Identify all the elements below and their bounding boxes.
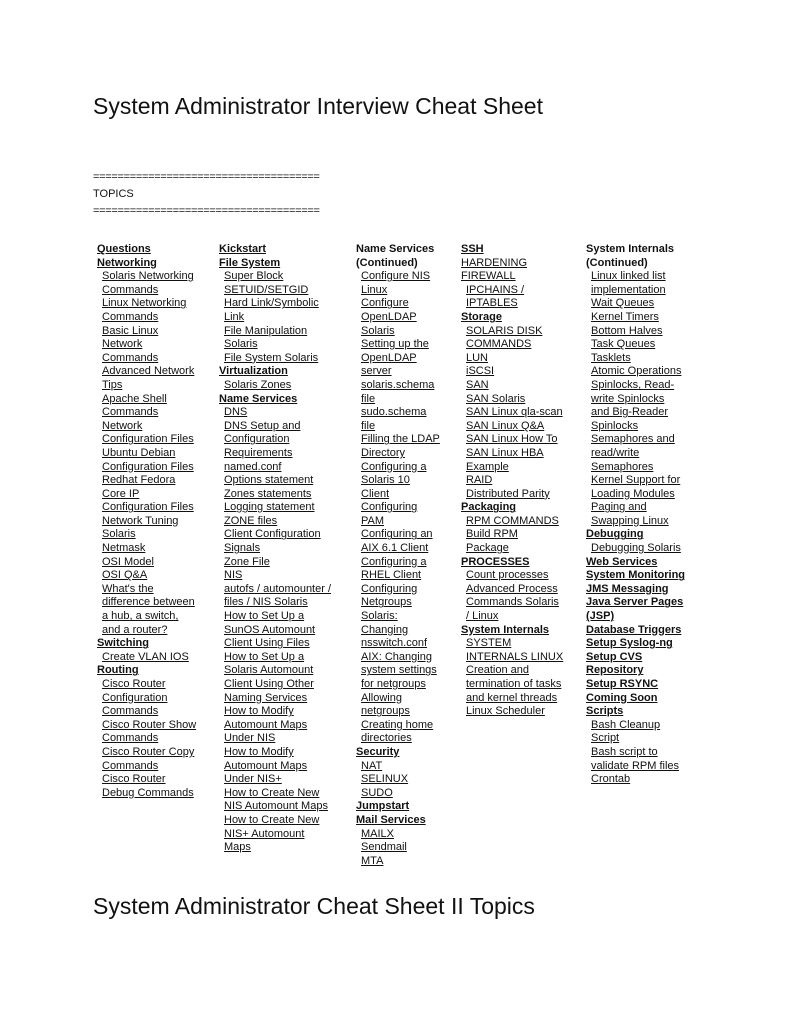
topic-link[interactable]: Netgroups bbox=[361, 596, 412, 609]
topic-link[interactable]: Configuration Files bbox=[102, 433, 194, 446]
topic-link[interactable]: Link bbox=[224, 310, 245, 323]
section-title: System Administrator Cheat Sheet II Topics bbox=[93, 893, 535, 919]
topic-link[interactable]: termination of tasks bbox=[466, 678, 562, 690]
topic-link[interactable]: Configure NIS bbox=[361, 270, 431, 283]
section-heading[interactable]: Scripts bbox=[586, 705, 624, 718]
topic-link[interactable]: MTA bbox=[361, 854, 384, 867]
section-heading[interactable]: PROCESSES bbox=[461, 555, 530, 568]
topics-column-2 bbox=[219, 243, 331, 855]
topic-link[interactable]: Client Using Other bbox=[224, 678, 314, 690]
topic-link[interactable]: Build RPM bbox=[466, 528, 518, 541]
section-heading[interactable]: Networking bbox=[97, 256, 157, 269]
topic-link[interactable]: How to Create New bbox=[224, 813, 320, 826]
topic-link[interactable]: validate RPM files bbox=[591, 759, 680, 772]
section-heading[interactable]: Jumpstart bbox=[356, 800, 410, 813]
section-heading[interactable]: Coming Soon bbox=[586, 691, 658, 704]
topic-link[interactable]: Solaris 10 bbox=[361, 474, 410, 487]
topic-link[interactable]: DNS Setup and bbox=[224, 419, 301, 432]
topic-link[interactable]: Example bbox=[466, 460, 509, 473]
topic-link[interactable]: NAT bbox=[361, 759, 383, 772]
topic-link[interactable]: ZONE files bbox=[224, 514, 278, 527]
topic-link[interactable]: named.conf bbox=[224, 460, 282, 473]
topic-link[interactable]: OSI Model bbox=[102, 555, 154, 568]
topic-link[interactable]: and a router? bbox=[102, 623, 168, 636]
topic-link[interactable]: netgroups bbox=[361, 705, 410, 718]
section-heading: System Internals bbox=[586, 243, 675, 255]
topic-link[interactable]: SAN Linux Q&A bbox=[466, 419, 545, 432]
topic-link[interactable]: Kernel Timers bbox=[591, 310, 659, 323]
section-heading[interactable]: Switching bbox=[97, 637, 149, 650]
topic-link[interactable]: Configuring bbox=[361, 582, 418, 595]
section-heading: (Continued) bbox=[356, 256, 418, 269]
topic-link[interactable]: SAN Linux HBA bbox=[466, 446, 544, 459]
topic-link[interactable]: Logging statement bbox=[224, 501, 315, 514]
topic-link[interactable]: Network bbox=[102, 419, 143, 432]
topic-link[interactable]: Loading Modules bbox=[591, 487, 675, 500]
topic-link[interactable]: How to Set Up a bbox=[224, 610, 305, 623]
section-heading[interactable]: File System bbox=[219, 256, 281, 269]
section-heading[interactable]: Setup CVS bbox=[586, 650, 643, 663]
topic-link[interactable]: Cisco Router bbox=[102, 773, 166, 786]
topic-link[interactable]: Commands bbox=[102, 732, 159, 745]
section-heading[interactable]: Routing bbox=[97, 664, 139, 677]
topic-link[interactable]: Under NIS bbox=[224, 732, 276, 745]
topic-link[interactable]: Apache Shell bbox=[102, 392, 167, 405]
topic-link[interactable]: Basic Linux bbox=[102, 324, 159, 337]
topic-link[interactable]: Commands bbox=[102, 759, 159, 772]
topic-link[interactable]: Allowing bbox=[361, 691, 402, 704]
topic-link[interactable]: LUN bbox=[466, 351, 489, 364]
topic-link[interactable]: Advanced Process bbox=[466, 582, 558, 595]
topic-link[interactable]: Spinlocks bbox=[591, 419, 639, 432]
topic-link[interactable]: Solaris Networking bbox=[102, 270, 194, 283]
topic-link[interactable]: File Manipulation bbox=[224, 324, 308, 337]
topic-link[interactable]: Maps bbox=[224, 841, 251, 854]
topic-link[interactable]: Requirements bbox=[224, 446, 293, 459]
topic-link[interactable]: OpenLDAP bbox=[361, 310, 417, 323]
topic-link[interactable]: How to Modify bbox=[224, 705, 294, 718]
topic-link[interactable]: Solaris: bbox=[361, 610, 398, 623]
topic-link[interactable]: Linux Networking bbox=[102, 297, 187, 310]
topic-link[interactable]: system settings bbox=[361, 664, 437, 677]
topic-link[interactable]: Solaris bbox=[361, 324, 395, 337]
topic-link[interactable]: RPM COMMANDS bbox=[466, 514, 559, 527]
page-title: System Administrator Interview Cheat Sheet bbox=[93, 93, 543, 119]
topic-link[interactable]: Configuration Files bbox=[102, 501, 194, 514]
topic-link[interactable]: RHEL Client bbox=[361, 569, 422, 582]
topic-link[interactable]: SETUID/SETGID bbox=[224, 283, 309, 296]
topic-link[interactable]: file bbox=[361, 392, 376, 405]
topic-link[interactable]: Spinlocks, Read- bbox=[591, 378, 675, 391]
topic-link[interactable]: files / NIS Solaris bbox=[224, 596, 308, 609]
topic-link[interactable]: iSCSI bbox=[466, 365, 495, 378]
topic-link[interactable]: Semaphores bbox=[591, 460, 654, 473]
topics-column-1 bbox=[97, 243, 196, 800]
topic-link[interactable]: Semaphores and bbox=[591, 433, 675, 446]
topic-link[interactable]: Client Configuration bbox=[224, 528, 321, 541]
section-heading: (Continued) bbox=[586, 256, 648, 269]
topic-link[interactable]: nsswitch.conf bbox=[361, 637, 428, 650]
topic-link[interactable]: Task Queues bbox=[591, 338, 656, 351]
section-heading[interactable]: Mail Services bbox=[356, 813, 426, 826]
section-heading[interactable]: Security bbox=[356, 745, 400, 758]
topic-link[interactable]: Directory bbox=[361, 446, 406, 459]
section-heading[interactable]: Repository bbox=[586, 664, 644, 677]
section-heading[interactable]: Questions bbox=[97, 243, 151, 255]
topic-link[interactable]: Linux bbox=[361, 283, 388, 296]
section-heading[interactable]: (JSP) bbox=[586, 610, 615, 623]
section-heading[interactable]: Web Services bbox=[586, 555, 658, 568]
topic-link[interactable]: How to Create New bbox=[224, 786, 320, 799]
topic-link[interactable]: File System Solaris bbox=[224, 351, 319, 364]
topic-link[interactable]: SOLARIS DISK bbox=[466, 324, 543, 337]
topic-link[interactable]: Commands bbox=[102, 705, 159, 718]
topic-link[interactable]: Commands bbox=[102, 310, 159, 323]
section-heading[interactable]: Debugging bbox=[586, 528, 644, 541]
topic-link[interactable]: IPCHAINS / bbox=[466, 283, 525, 296]
topic-link[interactable]: Automount Maps bbox=[224, 759, 308, 772]
separator-rule-bottom: ===================================== bbox=[93, 205, 320, 217]
topics-column-5 bbox=[586, 243, 685, 787]
topic-link[interactable]: Automount Maps bbox=[224, 718, 308, 731]
topic-link[interactable]: Configuring a bbox=[361, 555, 427, 568]
topic-link[interactable]: Commands bbox=[102, 351, 159, 364]
topic-link[interactable]: Paging and bbox=[591, 501, 647, 514]
topic-link[interactable]: Count processes bbox=[466, 569, 549, 582]
topic-link[interactable]: Configuring a bbox=[361, 460, 427, 473]
topic-link[interactable]: Creation and bbox=[466, 664, 529, 677]
topic-link[interactable]: autofs / automounter / bbox=[224, 582, 332, 595]
topic-link[interactable]: SAN Linux qla-scan bbox=[466, 406, 563, 419]
topic-link[interactable]: Changing bbox=[361, 623, 409, 636]
topic-link[interactable]: Cisco Router Copy bbox=[102, 745, 195, 758]
section-heading[interactable]: Setup RSYNC bbox=[586, 678, 659, 690]
section-heading[interactable]: Virtualization bbox=[219, 365, 288, 378]
topics-column-3 bbox=[356, 243, 440, 868]
topic-link[interactable]: implementation bbox=[591, 283, 666, 296]
topic-link[interactable]: OSI Q&A bbox=[102, 569, 148, 582]
topic-link[interactable]: Solaris bbox=[102, 528, 136, 541]
section-heading[interactable]: Setup Syslog-ng bbox=[586, 637, 673, 650]
separator-rule-top: ===================================== bbox=[93, 171, 320, 183]
topic-link[interactable]: Tips bbox=[102, 378, 123, 391]
topic-link[interactable]: Kernel Support for bbox=[591, 474, 681, 487]
section-heading[interactable]: JMS Messaging bbox=[586, 582, 669, 595]
topic-link[interactable]: Configuring an bbox=[361, 528, 433, 541]
topic-link[interactable]: sudo.schema bbox=[361, 406, 427, 419]
section-heading[interactable]: Packaging bbox=[461, 501, 517, 514]
topic-link[interactable]: Options statement bbox=[224, 474, 314, 487]
section-heading: Name Services bbox=[356, 243, 435, 255]
topic-link[interactable]: Sendmail bbox=[361, 841, 407, 854]
topic-link[interactable]: Zone File bbox=[224, 555, 270, 568]
topic-link[interactable]: Commands Solaris bbox=[466, 596, 559, 609]
section-heading[interactable]: Name Services bbox=[219, 392, 298, 405]
topic-link[interactable]: Solaris Automount bbox=[224, 664, 314, 677]
topic-link[interactable]: and Big-Reader bbox=[591, 406, 669, 419]
topic-link[interactable]: Distributed Parity bbox=[466, 487, 550, 500]
topic-link[interactable]: Configure bbox=[361, 297, 409, 310]
topic-link[interactable]: for netgroups bbox=[361, 678, 426, 690]
topic-link[interactable]: PAM bbox=[361, 514, 385, 527]
topic-link[interactable]: Debugging Solaris bbox=[591, 542, 681, 555]
topic-link[interactable]: file bbox=[361, 419, 376, 432]
topic-link[interactable]: Client Using Files bbox=[224, 637, 310, 650]
topic-link[interactable]: OpenLDAP bbox=[361, 351, 417, 364]
topic-link[interactable]: NIS bbox=[224, 569, 243, 582]
topic-link[interactable]: COMMANDS bbox=[466, 338, 532, 351]
topic-link[interactable]: Linux linked list bbox=[591, 270, 666, 283]
topic-link[interactable]: SAN bbox=[466, 378, 489, 391]
topic-link[interactable]: Core IP bbox=[102, 487, 140, 500]
topic-link[interactable]: MAILX bbox=[361, 827, 395, 840]
topic-link[interactable]: NIS+ Automount bbox=[224, 827, 305, 840]
topic-link[interactable]: Script bbox=[591, 732, 620, 745]
topic-link[interactable]: Signals bbox=[224, 542, 261, 555]
topic-link[interactable]: Crontab bbox=[591, 773, 631, 786]
topic-link[interactable]: Commands bbox=[102, 283, 159, 296]
topic-link[interactable]: Ubuntu Debian bbox=[102, 446, 176, 459]
topic-link[interactable]: Package bbox=[466, 542, 509, 555]
topic-link[interactable]: Bottom Halves bbox=[591, 324, 663, 337]
topic-link[interactable]: Filling the LDAP bbox=[361, 433, 440, 446]
topic-link[interactable]: solaris.schema bbox=[361, 378, 435, 391]
topic-link[interactable]: Hard Link/Symbolic bbox=[224, 297, 319, 310]
topic-link[interactable]: Configuration bbox=[224, 433, 290, 446]
section-heading[interactable]: System Internals bbox=[461, 623, 550, 636]
topic-link[interactable]: Atomic Operations bbox=[591, 365, 682, 378]
topic-link[interactable]: Naming Services bbox=[224, 691, 308, 704]
topic-link[interactable]: Network Tuning bbox=[102, 514, 179, 527]
topic-link[interactable]: Configuration bbox=[102, 691, 168, 704]
topic-link[interactable]: Zones statements bbox=[224, 487, 312, 500]
topic-link[interactable]: Setting up the bbox=[361, 338, 429, 351]
topic-link[interactable]: Configuring bbox=[361, 501, 418, 514]
topic-link[interactable]: write Spinlocks bbox=[591, 392, 665, 405]
topic-link[interactable]: / Linux bbox=[466, 610, 499, 623]
topic-link[interactable]: SYSTEM bbox=[466, 637, 512, 650]
topic-link[interactable]: Bash Cleanup bbox=[591, 718, 661, 731]
topic-link[interactable]: How to Modify bbox=[224, 745, 294, 758]
topic-link[interactable]: IPTABLES bbox=[466, 297, 518, 310]
section-heading[interactable]: Kickstart bbox=[219, 243, 267, 255]
topic-link[interactable]: Network bbox=[102, 338, 143, 351]
topic-link[interactable]: server bbox=[361, 365, 392, 378]
section-heading[interactable]: Storage bbox=[461, 310, 502, 323]
topic-link[interactable]: Tasklets bbox=[591, 351, 631, 364]
topics-column-4 bbox=[461, 243, 563, 719]
section-heading[interactable]: Database Triggers bbox=[586, 623, 682, 636]
topic-link[interactable]: SAN Linux How To bbox=[466, 433, 558, 446]
topic-link[interactable]: Bash script to bbox=[591, 745, 658, 758]
topic-link[interactable]: Cisco Router Show bbox=[102, 718, 197, 731]
topic-link[interactable]: and kernel threads bbox=[466, 691, 558, 704]
topic-link[interactable]: directories bbox=[361, 732, 412, 745]
topic-link[interactable]: FIREWALL bbox=[461, 270, 516, 283]
section-heading[interactable]: System Monitoring bbox=[586, 569, 686, 582]
topic-link[interactable]: AIX 6.1 Client bbox=[361, 542, 429, 555]
topic-link[interactable]: SELINUX bbox=[361, 773, 409, 786]
topic-link[interactable]: Create VLAN IOS bbox=[102, 650, 189, 663]
topic-link[interactable]: SAN Solaris bbox=[466, 392, 526, 405]
topic-link[interactable]: Under NIS+ bbox=[224, 773, 282, 786]
topic-link[interactable]: Linux Scheduler bbox=[466, 705, 545, 718]
topic-link[interactable]: HARDENING bbox=[461, 256, 528, 269]
topic-link[interactable]: Advanced Network bbox=[102, 365, 195, 378]
topic-link[interactable]: INTERNALS LINUX bbox=[466, 650, 564, 663]
topic-link[interactable]: Cisco Router bbox=[102, 678, 166, 690]
topic-link[interactable]: Commands bbox=[102, 406, 159, 419]
topic-link[interactable]: a hub, a switch, bbox=[102, 610, 179, 623]
topic-link[interactable]: What's the bbox=[102, 582, 154, 595]
topic-link[interactable]: AIX: Changing bbox=[361, 650, 432, 663]
topic-link[interactable]: SUDO bbox=[361, 786, 393, 799]
section-heading[interactable]: SSH bbox=[461, 243, 484, 255]
topic-link[interactable]: Solaris bbox=[224, 338, 258, 351]
topic-link[interactable]: Debug Commands bbox=[102, 786, 194, 799]
topic-link[interactable]: Wait Queues bbox=[591, 297, 655, 310]
topic-link[interactable]: Client bbox=[361, 487, 390, 500]
topic-link[interactable]: Super Block bbox=[224, 270, 284, 283]
topic-link[interactable]: read/write bbox=[591, 446, 640, 459]
topic-link[interactable]: SunOS Automount bbox=[224, 623, 316, 636]
topic-link[interactable]: NIS Automount Maps bbox=[224, 800, 328, 813]
topics-label: TOPICS bbox=[93, 188, 134, 200]
topic-link[interactable]: DNS bbox=[224, 406, 248, 419]
topic-link[interactable]: RAID bbox=[466, 474, 493, 487]
section-heading[interactable]: Java Server Pages bbox=[586, 596, 684, 609]
topic-link[interactable]: Creating home bbox=[361, 718, 434, 731]
topic-link[interactable]: Netmask bbox=[102, 542, 146, 555]
topic-link[interactable]: Redhat Fedora bbox=[102, 474, 176, 487]
topic-link[interactable]: How to Set Up a bbox=[224, 650, 305, 663]
topic-link[interactable]: Swapping Linux bbox=[591, 514, 669, 527]
topic-link[interactable]: difference between bbox=[102, 596, 195, 609]
topic-link[interactable]: Configuration Files bbox=[102, 460, 194, 473]
topic-link[interactable]: Solaris Zones bbox=[224, 378, 292, 391]
